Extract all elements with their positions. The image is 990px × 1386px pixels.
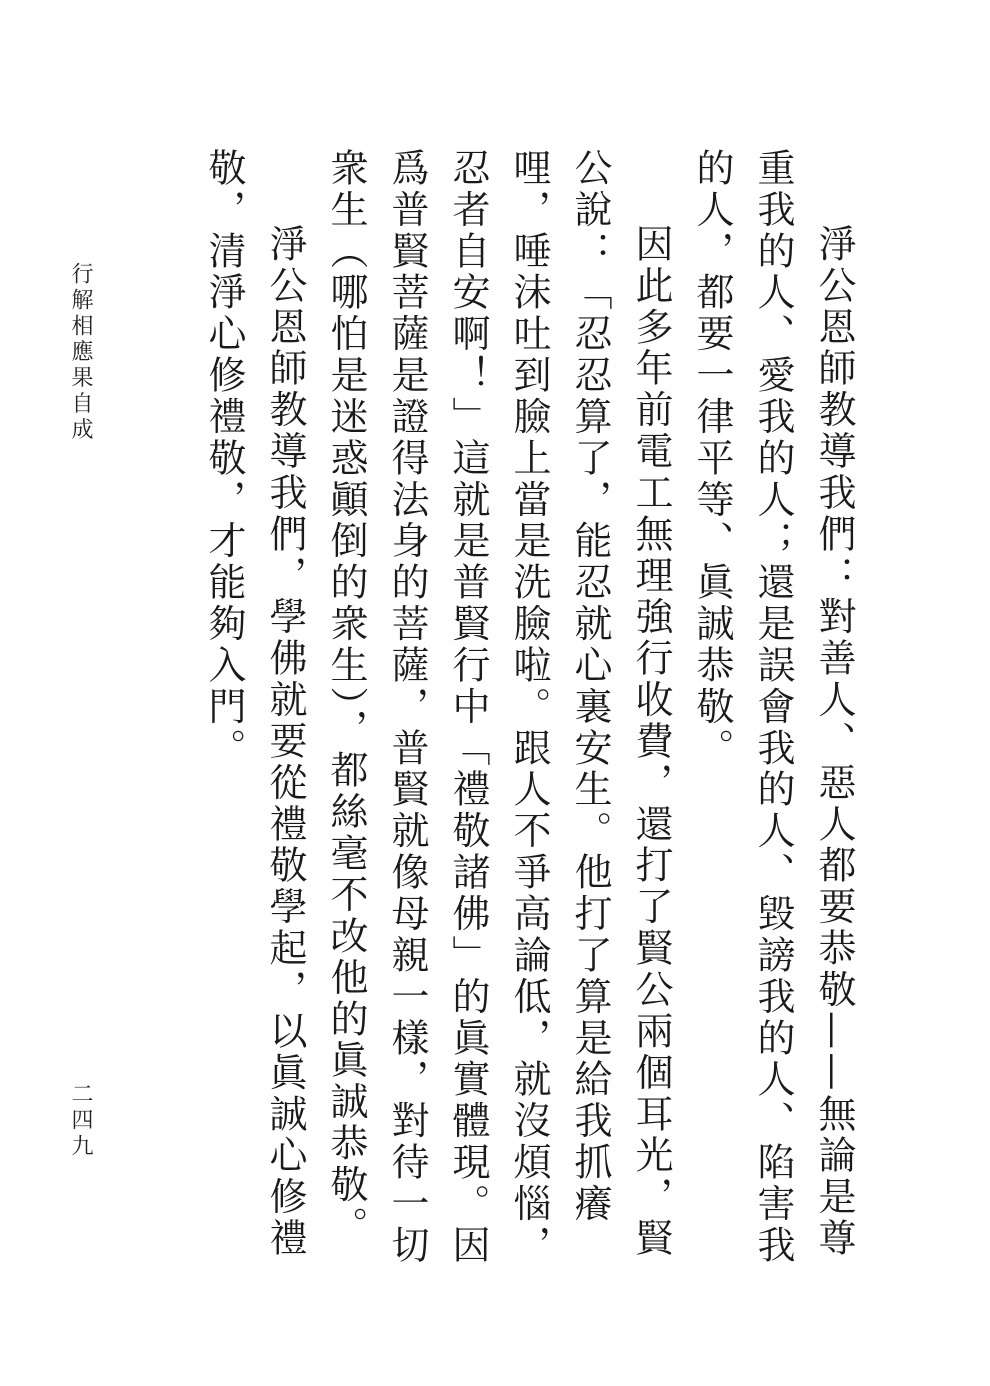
paragraph-2: 因此多年前電工無理強行收費，還打了賢公兩個耳光，賢公說：「忍忍算了，能忍就心裏安生。他打了算是給我抓癢哩，唾沫吐到臉上當是洗臉啦。跟人不爭高論低，就沒煩惱，忍者自安啊！」這就是普賢行中「禮敬諸佛」的眞實體現。因爲普賢菩薩是證得法身的菩薩，普賢就像母親一樣，對待一切衆生（哪怕是迷惑顚倒的衆生），都絲毫不改他的眞誠恭敬。: [324, 148, 673, 1267]
paragraph-3: 淨公恩師教導我們，學佛就要從禮敬學起，以眞誠心修禮敬，清淨心修禮敬，才能夠入門。: [202, 148, 307, 1260]
page-number: 二四九: [68, 1082, 93, 1160]
body-text: [193, 148, 864, 1298]
paragraph-1: 淨公恩師教導我們：對善人、惡人都要恭敬——無論是尊重我的人、愛我的人；還是誤會我的人、毀謗我的人、陷害我的人，都要一律平等、眞誠恭敬。: [690, 148, 856, 1267]
running-title: 行解相應果自成: [68, 262, 93, 444]
